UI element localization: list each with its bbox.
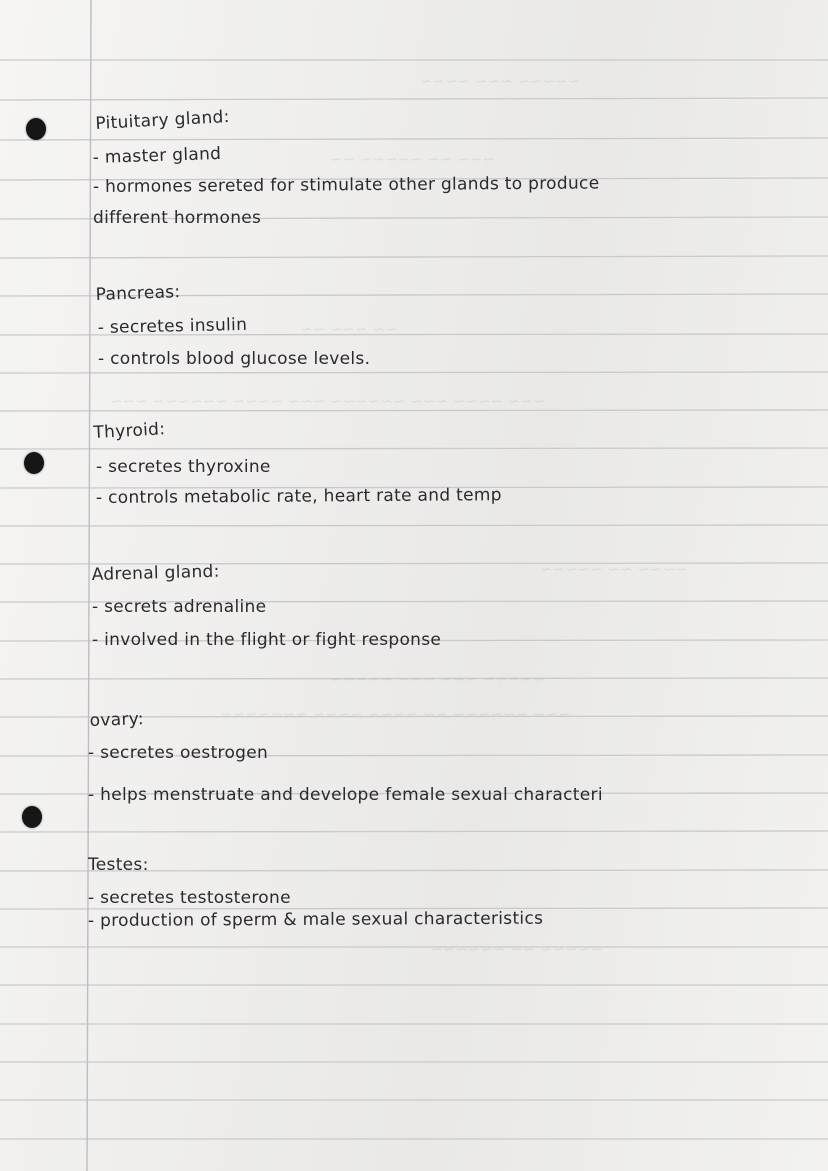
- ovary-heading: ovary:: [89, 709, 145, 731]
- note-line: - secretes thyroxine: [96, 457, 271, 477]
- note-line: - secretes insulin: [97, 314, 248, 338]
- thyroid-heading: Thyroid:: [92, 419, 166, 443]
- show-through-ink: ~~~~ ~~ ~~~~~: [540, 560, 688, 578]
- note-line: - secrets adrenaline: [92, 597, 267, 617]
- note-line: - helps menstruate and develope female sexual characteri: [88, 785, 603, 805]
- note-line: - production of sperm & male sexual characteristics: [87, 908, 544, 931]
- note-line: - hormones sereted for stimulate other glands to produce: [92, 173, 600, 197]
- show-through-ink: ~~~~~ ~~~ ~~~ ~~~~~: [330, 670, 546, 688]
- note-line: different hormones: [93, 208, 262, 228]
- pituitary-heading: Pituitary gland:: [94, 106, 231, 134]
- note-line: - controls metabolic rate, heart rate and temp: [95, 485, 502, 508]
- note-line: - involved in the flight or fight response: [92, 630, 442, 650]
- show-through-ink: ~~~~~ ~~ ~~~~~~: [430, 940, 603, 958]
- show-through-ink: ~~ ~~~ ~~: [300, 320, 398, 338]
- testes-heading: Testes:: [88, 855, 149, 875]
- note-line: - master gland: [92, 143, 222, 168]
- show-through-ink: ~~~ ~~ ~~~~~ ~~: [330, 150, 496, 168]
- adrenal-heading: Adrenal gland:: [91, 561, 220, 585]
- show-through-ink: ~~~~~ ~~~ ~~~~: [420, 72, 581, 90]
- note-line: - secretes oestrogen: [88, 743, 269, 763]
- note-line: - secretes testosterone: [88, 888, 291, 908]
- pancreas-heading: Pancreas:: [95, 282, 181, 305]
- show-through-ink: ~~~ ~~~~ ~~~ ~~~~~~ ~~~ ~~~~ ~~~~~~ ~~~: [110, 392, 546, 410]
- note-line: - controls blood glucose levels.: [98, 349, 371, 369]
- show-through-ink: ~~~ ~~~~~~ ~~ ~~~~ ~~~~ ~~~~~~~: [220, 705, 571, 723]
